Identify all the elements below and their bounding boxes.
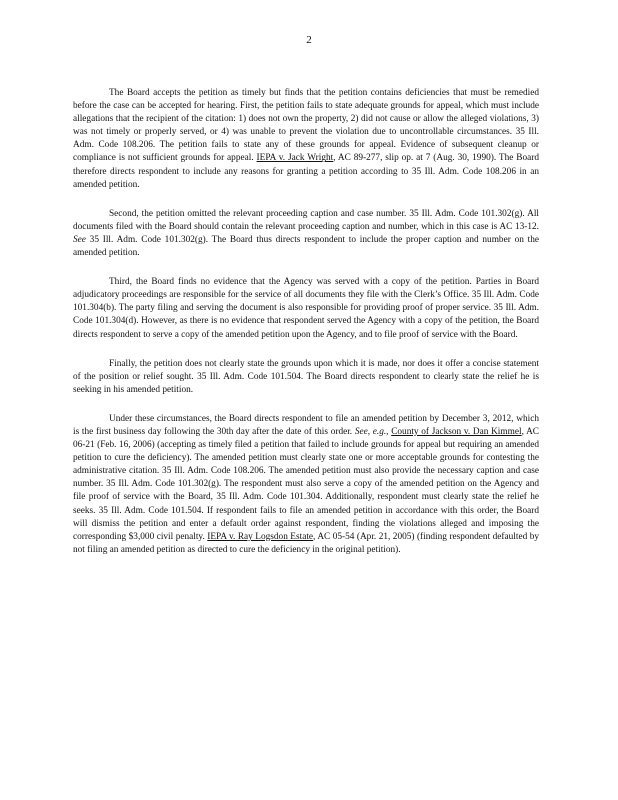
citation-signal: See [73,234,86,245]
paragraph-text: Third, the Board finds no evidence that the Agency was served with a copy of the petition. Parties in Board adjudicatory proceedings are responsible for the service of all documents they file with the Clerk’s Office. 35 Ill. Adm. Code 101.304(b). The party filing and serving the document is also responsible for providing proof of proper service. 35 Ill. Adm. Code 101.304(d). However, as there is no evidence that respondent served the Agency with a copy of the petition, the Board directs respondent to serve a copy of the amended petition upon the Agency, and to file proof of service with the Board. [73,277,539,340]
body-paragraph [73,413,539,557]
paragraph-text: , [386,426,392,437]
paragraph-text: , AC 06-21 (Feb. 16, 2006) (accepting as timely filed a petition that failed to include grounds for appeal but requiring an amended petition to cure the deficiency). The amended petition must clearly state one or more acceptable grounds for contesting the administrative citation. 35 Ill. Adm. Code 108.206. The amended petition must also provide the necessary caption and case number. 35 Ill. Adm. Code 101.302(g). The respondent must also serve a copy of the amended petition on the Agency and file proof of service with the Board, 35 Ill. Adm. Code 101.304. Additionally, respondent must clearly state the relief he seeks. 35 Ill. Adm. Code 101.504. If respondent fails to file an amended petition in accordance with this order, the Board will dismiss the petition and enter a default order against respondent, finding the violations alleged and imposing the corresponding $3,000 civil penalty. [73,426,539,542]
case-citation: County of Jackson v. Dan Kimmel [391,426,522,437]
paragraph-text: , AC 89-277, slip op. at 7 (Aug. 30, 1990). The Board therefore directs respondent to include any reasons for granting a petition according to 35 Ill. Adm. Code 108.206 in an amended petition. [73,153,539,190]
paragraph-text: Second, the petition omitted the relevant proceeding caption and case number. 35 Ill. Adm. Code 101.302(g). All documents filed with the Board should contain the relevant proceeding caption and number, which in this case is AC 13-12. [73,208,539,232]
body-paragraph [73,208,539,260]
case-citation: IEPA v. Ray Logsdon Estate [207,531,314,542]
paragraph-text: Finally, the petition does not clearly state the grounds upon which it is made, nor does it offer a concise statement of the position or relief sought. 35 Ill. Adm. Code 101.504. The Board directs respondent to clearly state the relief he is seeking in his amended petition. [73,358,539,395]
document-body [73,87,539,557]
body-paragraph [73,276,539,341]
paragraph-text: Under these circumstances, the Board directs respondent to file an amended petition by December 3, 2012, which is the first business day following the 30th day after the date of this order. [73,413,539,437]
citation-signal: See, e.g. [354,426,387,437]
body-paragraph [73,358,539,397]
case-citation: IEPA v. Jack Wright [256,153,334,164]
paragraph-text: 35 Ill. Adm. Code 101.302(g). The Board thus directs respondent to include the proper caption and number on the amended petition. [73,234,539,259]
page-number: 2 [306,34,312,46]
body-paragraph [73,87,539,192]
paragraph-text: , AC 05-54 (Apr. 21, 2005) (finding respondent defaulted by not filing an amended petition as directed to cure the deficiency in the original petition). [73,531,539,555]
paragraph-text: The Board accepts the petition as timely but finds that the petition contains deficiencies that must be remedied before the case can be accepted for hearing. First, the petition fails to state adequate grounds for appeal, which must include allegations that the recipient of the citation: 1) does not own the property, 2) did not cause or allow the alleged violations, 3) was not timely or properly served, or 4) was unable to prevent the violation due to uncontrollable circumstances. 35 Ill. Adm. Code 108.206. The petition fails to state any of these grounds for appeal. Evidence of subsequent cleanup or compliance is not sufficient grounds for appeal. [73,88,539,164]
